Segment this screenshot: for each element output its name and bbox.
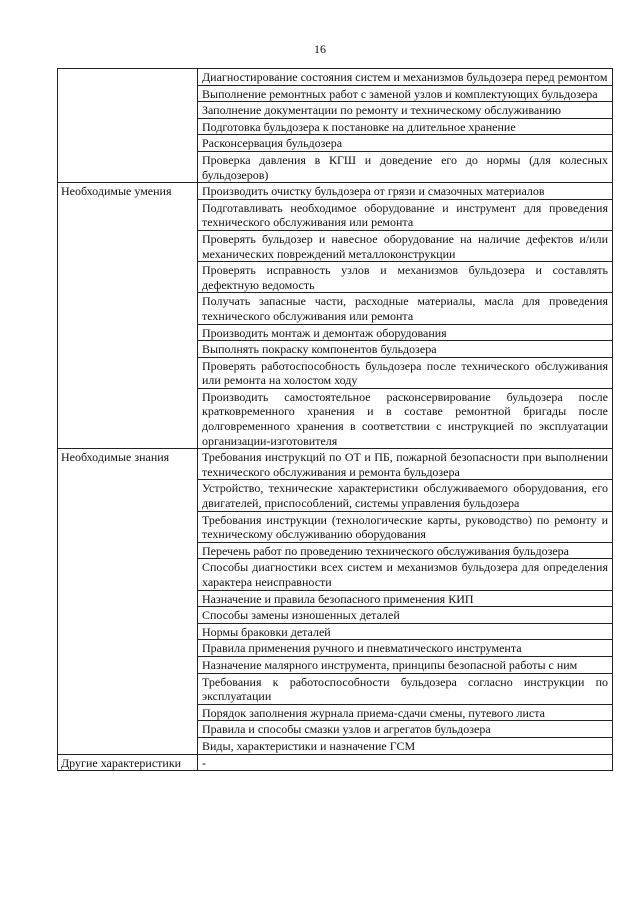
section-label bbox=[58, 69, 198, 183]
page-number: 16 bbox=[314, 42, 326, 56]
requirement-item: Правила применения ручного и пневматического инструмента bbox=[198, 640, 613, 657]
requirement-item: Производить самостоятельное расконсервирование бульдозера после кратковременного хранения и в составе ремонтной бригады после долговременного хранения в соответствии с инструкцией по эксплуатации организации-изготовителя bbox=[198, 388, 613, 448]
section-label: Необходимые умения bbox=[58, 183, 198, 449]
requirement-item: Порядок заполнения журнала приема-сдачи смены, путевого листа bbox=[198, 704, 613, 721]
requirement-item: Проверять бульдозер и навесное оборудование на наличие дефектов и/или механических повреждений металлоконструкции bbox=[198, 230, 613, 261]
requirement-item: Требования инструкции (технологические карты, руководство) по ремонту и техническому обслуживанию оборудования bbox=[198, 511, 613, 542]
requirement-item: Проверять работоспособность бульдозера после технического обслуживания или ремонта на холостом ходу bbox=[198, 357, 613, 388]
section-label: Необходимые знания bbox=[58, 449, 198, 754]
table-row bbox=[58, 754, 613, 771]
requirements-table-body bbox=[58, 69, 613, 771]
requirement-item: Виды, характеристики и назначение ГСМ bbox=[198, 737, 613, 754]
table-row bbox=[58, 183, 613, 200]
table-row bbox=[58, 69, 613, 86]
requirement-item: Назначение и правила безопасного применения КИП bbox=[198, 590, 613, 607]
requirement-item: Устройство, технические характеристики обслуживаемого оборудования, его двигателей, приспособлений, системы управления бульдозера bbox=[198, 480, 613, 511]
table-row bbox=[58, 449, 613, 480]
requirements-table bbox=[57, 68, 613, 771]
requirement-item: Назначение малярного инструмента, принципы безопасной работы с ним bbox=[198, 656, 613, 673]
requirement-item: Диагностирование состояния систем и механизмов бульдозера перед ремонтом bbox=[198, 69, 613, 86]
requirement-item: Подготовка бульдозера к постановке на длительное хранение bbox=[198, 118, 613, 135]
requirement-item: Правила и способы смазки узлов и агрегатов бульдозера bbox=[198, 721, 613, 738]
requirement-item: Получать запасные части, расходные материалы, масла для проведения технического обслуживания или ремонта bbox=[198, 293, 613, 324]
requirement-item: Проверять исправность узлов и механизмов бульдозера и составлять дефектную ведомость bbox=[198, 262, 613, 293]
requirement-item: Перечень работ по проведению технического обслуживания бульдозера bbox=[198, 542, 613, 559]
requirement-item: Выполнять покраску компонентов бульдозера bbox=[198, 341, 613, 358]
requirement-item: Подготавливать необходимое оборудование и инструмент для проведения технического обслуживания или ремонта bbox=[198, 199, 613, 230]
requirement-item: Способы диагностики всех систем и механизмов бульдозера для определения характера неисправности bbox=[198, 559, 613, 590]
requirement-item: Производить очистку бульдозера от грязи и смазочных материалов bbox=[198, 183, 613, 200]
requirement-item: Заполнение документации по ремонту и техническому обслуживанию bbox=[198, 102, 613, 119]
requirement-item: Производить монтаж и демонтаж оборудования bbox=[198, 324, 613, 341]
requirement-item: Проверка давления в КГШ и доведение его до нормы (для колесных бульдозеров) bbox=[198, 151, 613, 182]
requirement-item: Выполнение ремонтных работ с заменой узлов и комплектующих бульдозера bbox=[198, 85, 613, 102]
requirement-item: Расконсервация бульдозера bbox=[198, 135, 613, 152]
section-label: Другие характеристики bbox=[58, 754, 198, 771]
requirement-item: Требования инструкций по ОТ и ПБ, пожарной безопасности при выполнении технического обслуживания и ремонта бульдозера bbox=[198, 449, 613, 480]
requirement-item: - bbox=[198, 754, 613, 771]
requirement-item: Способы замены изношенных деталей bbox=[198, 607, 613, 624]
requirement-item: Нормы браковки деталей bbox=[198, 623, 613, 640]
requirement-item: Требования к работоспособности бульдозера согласно инструкции по эксплуатации bbox=[198, 673, 613, 704]
